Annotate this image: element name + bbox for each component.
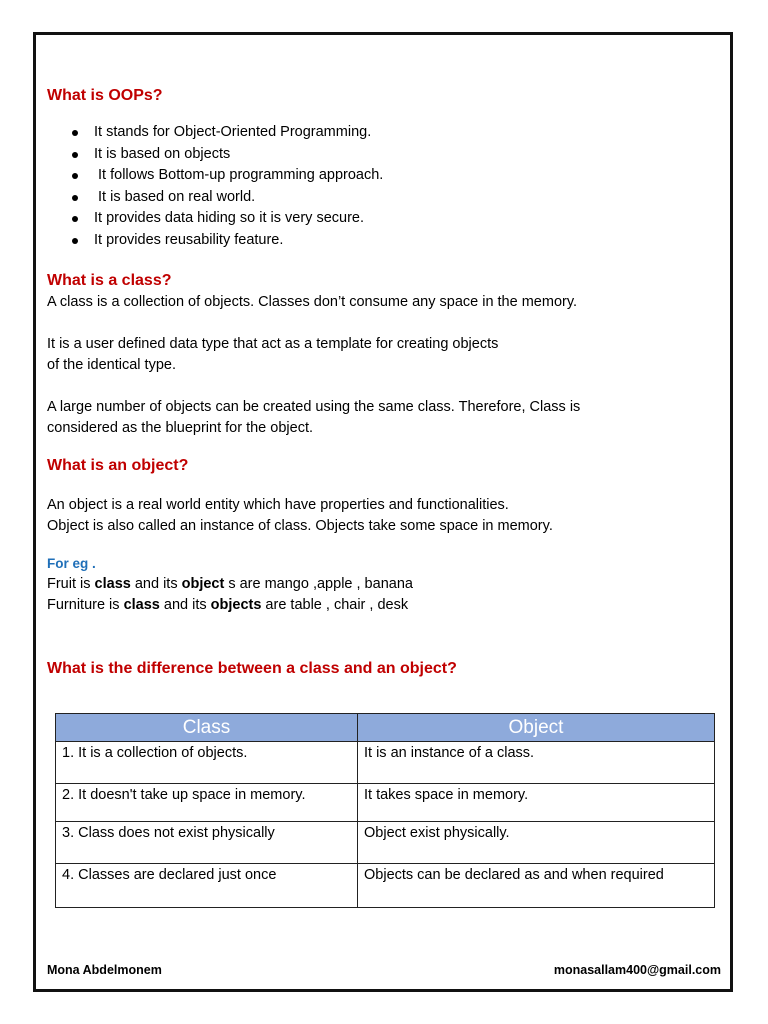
table-cell: It takes space in memory. — [358, 784, 715, 822]
example-text: Furniture is — [47, 597, 124, 613]
table-cell: 2. It doesn't take up space in memory. — [56, 784, 358, 822]
table-cell: 3. Class does not exist physically — [56, 822, 358, 864]
object-paragraph-line-1: An object is a real world entity which have properties and functionalities. — [47, 497, 509, 513]
example-bold: class — [94, 576, 131, 592]
example-bold: class — [123, 597, 160, 613]
list-item: It stands for Object-Oriented Programming. — [69, 122, 383, 144]
example-text: and its — [130, 576, 182, 592]
table-row — [56, 864, 715, 908]
example-text: and its — [159, 597, 211, 613]
list-item: It is based on real world. — [69, 187, 383, 209]
class-paragraph-2-line-2: of the identical type. — [47, 357, 176, 373]
table-cell: It is an instance of a class. — [358, 742, 715, 784]
table-cell: 4. Classes are declared just once — [56, 864, 358, 908]
list-item: It follows Bottom-up programming approach. — [69, 165, 383, 187]
example-bold: object — [181, 576, 225, 592]
list-item: It provides data hiding so it is very secure. — [69, 208, 383, 230]
for-eg-label: For eg . — [47, 556, 96, 571]
list-item: It is based on objects — [69, 144, 383, 166]
example-text: are table , chair , desk — [261, 597, 409, 613]
table-row — [56, 784, 715, 822]
heading-what-is-oops: What is OOPs? — [47, 87, 163, 104]
comparison-table — [55, 713, 715, 908]
table-header-object: Object — [358, 714, 715, 742]
table-cell: Objects can be declared as and when required — [358, 864, 715, 908]
class-paragraph-3-line-2: considered as the blueprint for the object. — [47, 420, 313, 436]
example-bold: objects — [210, 597, 262, 613]
table-header-class: Class — [56, 714, 358, 742]
heading-what-is-an-object: What is an object? — [47, 457, 189, 474]
class-paragraph-3-line-1: A large number of objects can be created using the same class. Therefore, Class is — [47, 399, 581, 415]
oops-bullet-list — [69, 122, 383, 252]
table-row — [56, 822, 715, 864]
example-text: s are mango ,apple , banana — [224, 576, 413, 592]
example-fruit — [47, 574, 413, 595]
example-text: Fruit is — [47, 576, 95, 592]
heading-what-is-a-class: What is a class? — [47, 272, 172, 289]
class-paragraph-1: A class is a collection of objects. Classes don’t consume any space in the memory. — [47, 294, 578, 310]
list-item: It provides reusability feature. — [69, 230, 383, 252]
example-furniture — [47, 595, 408, 616]
table-cell: 1. It is a collection of objects. — [56, 742, 358, 784]
table-row — [56, 742, 715, 784]
class-paragraph-2-line-1: It is a user defined data type that act as a template for creating objects — [47, 336, 499, 352]
heading-difference: What is the difference between a class and an object? — [47, 660, 457, 677]
footer-email: monasallam400@gmail.com — [553, 963, 721, 977]
table-header-row — [56, 714, 715, 742]
object-paragraph-line-2: Object is also called an instance of class. Objects take some space in memory. — [47, 518, 553, 534]
footer-author: Mona Abdelmonem — [47, 963, 162, 977]
table-cell: Object exist physically. — [358, 822, 715, 864]
